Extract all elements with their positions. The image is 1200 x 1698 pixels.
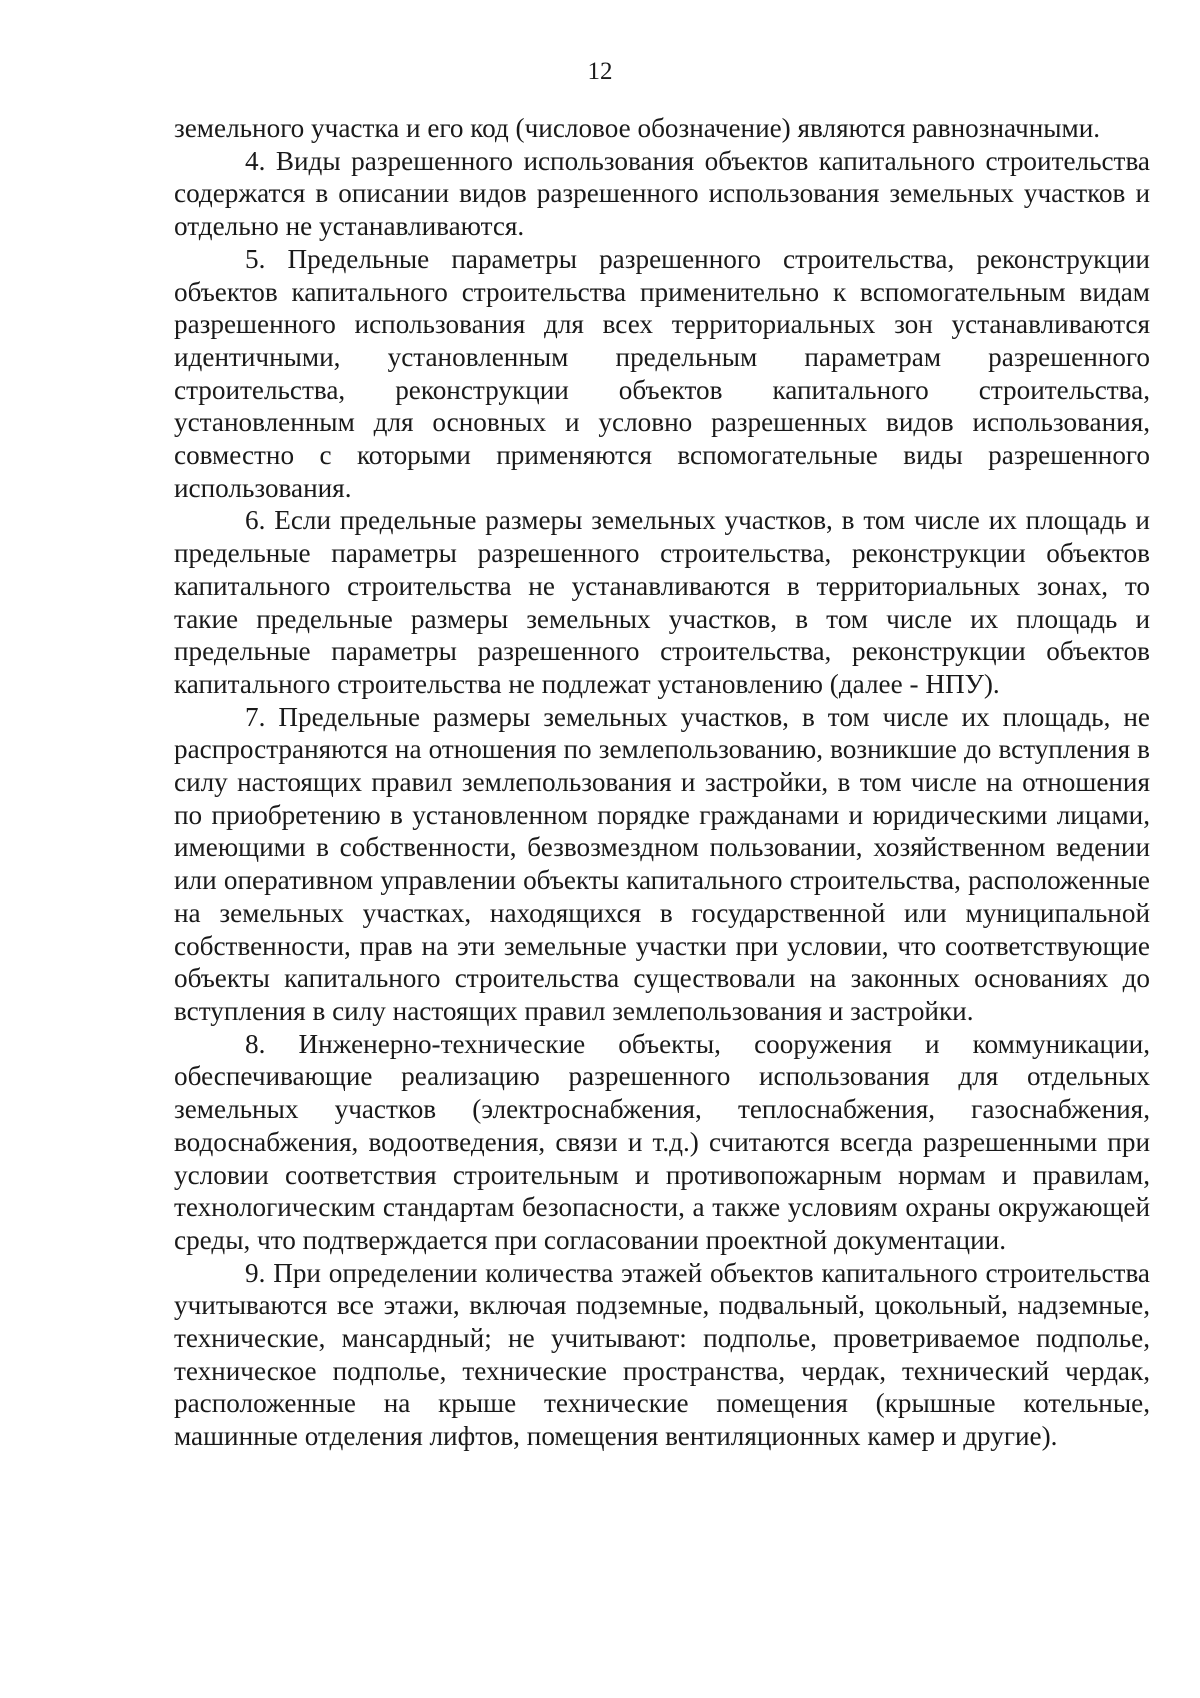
document-body (174, 112, 1150, 1453)
paragraph-5: 5. Предельные параметры разрешенного строительства, реконструкции объектов капитального строительства применительно к вспомогательным видам разрешенного использования для всех территориальных зон устанавливаются идентичными, установленным предельным параметрам разрешенного строительства, реконструкции объектов капитального строительства, установленным для основных и условно разрешенных видов использования, совместно с которыми применяются вспомогательные виды разрешенного использования. (174, 243, 1150, 503)
page-number: 12 (587, 58, 613, 85)
paragraph-6: 6. Если предельные размеры земельных участков, в том числе их площадь и предельные параметры разрешенного строительства, реконструкции объектов капитального строительства не устанавливаются в территориальных зонах, то такие предельные размеры земельных участков, в том числе их площадь и предельные параметры разрешенного строительства, реконструкции объектов капитального строительства не подлежат установлению (далее - НПУ). (174, 505, 1150, 699)
paragraph-4: 4. Виды разрешенного использования объектов капитального строительства содержатся в описании видов разрешенного использования земельных участков и отдельно не устанавливаются. (174, 145, 1150, 242)
paragraph-9: 9. При определении количества этажей объектов капитального строительства учитываются все этажи, включая подземные, подвальный, цокольный, надземные, технические, мансардный; не учитывают: подполье, проветриваемое подполье, техническое подполье, технические пространства, чердак, технический чердак, расположенные на крыше технические помещения (крышные котельные, машинные отделения лифтов, помещения вентиляционных камер и другие). (174, 1257, 1150, 1452)
paragraph-8: 8. Инженерно-технические объекты, сооружения и коммуникации, обеспечивающие реализацию разрешенного использования для отдельных земельных участков (электроснабжения, теплоснабжения, газоснабжения, водоснабжения, водоотведения, связи и т.д.) считаются всегда разрешенными при условии соответствия строительным и противопожарным нормам и правилам, технологическим стандартам безопасности, а также условиям охраны окружающей среды, что подтверждается при согласовании проектной документации. (174, 1028, 1150, 1255)
paragraph-continuation: земельного участка и его код (числовое обозначение) являются равнозначными. (174, 113, 1101, 143)
paragraph-7: 7. Предельные размеры земельных участков, в том числе их площадь, не распространяются на отношения по землепользованию, возникшие до вступления в силу настоящих правил землепользования и застройки, в том числе на отношения по приобретению в установленном порядке гражданами и юридическими лицами, имеющими в собственности, безвозмездном пользовании, хозяйственном ведении или оперативном управлении объекты капитального строительства, расположенные на земельных участках, находящихся в государственной или муниципальной собственности, прав на эти земельные участки при условии, что соответствующие объекты капитального строительства существовали на законных основаниях до вступления в силу настоящих правил землепользования и застройки. (174, 701, 1150, 1026)
